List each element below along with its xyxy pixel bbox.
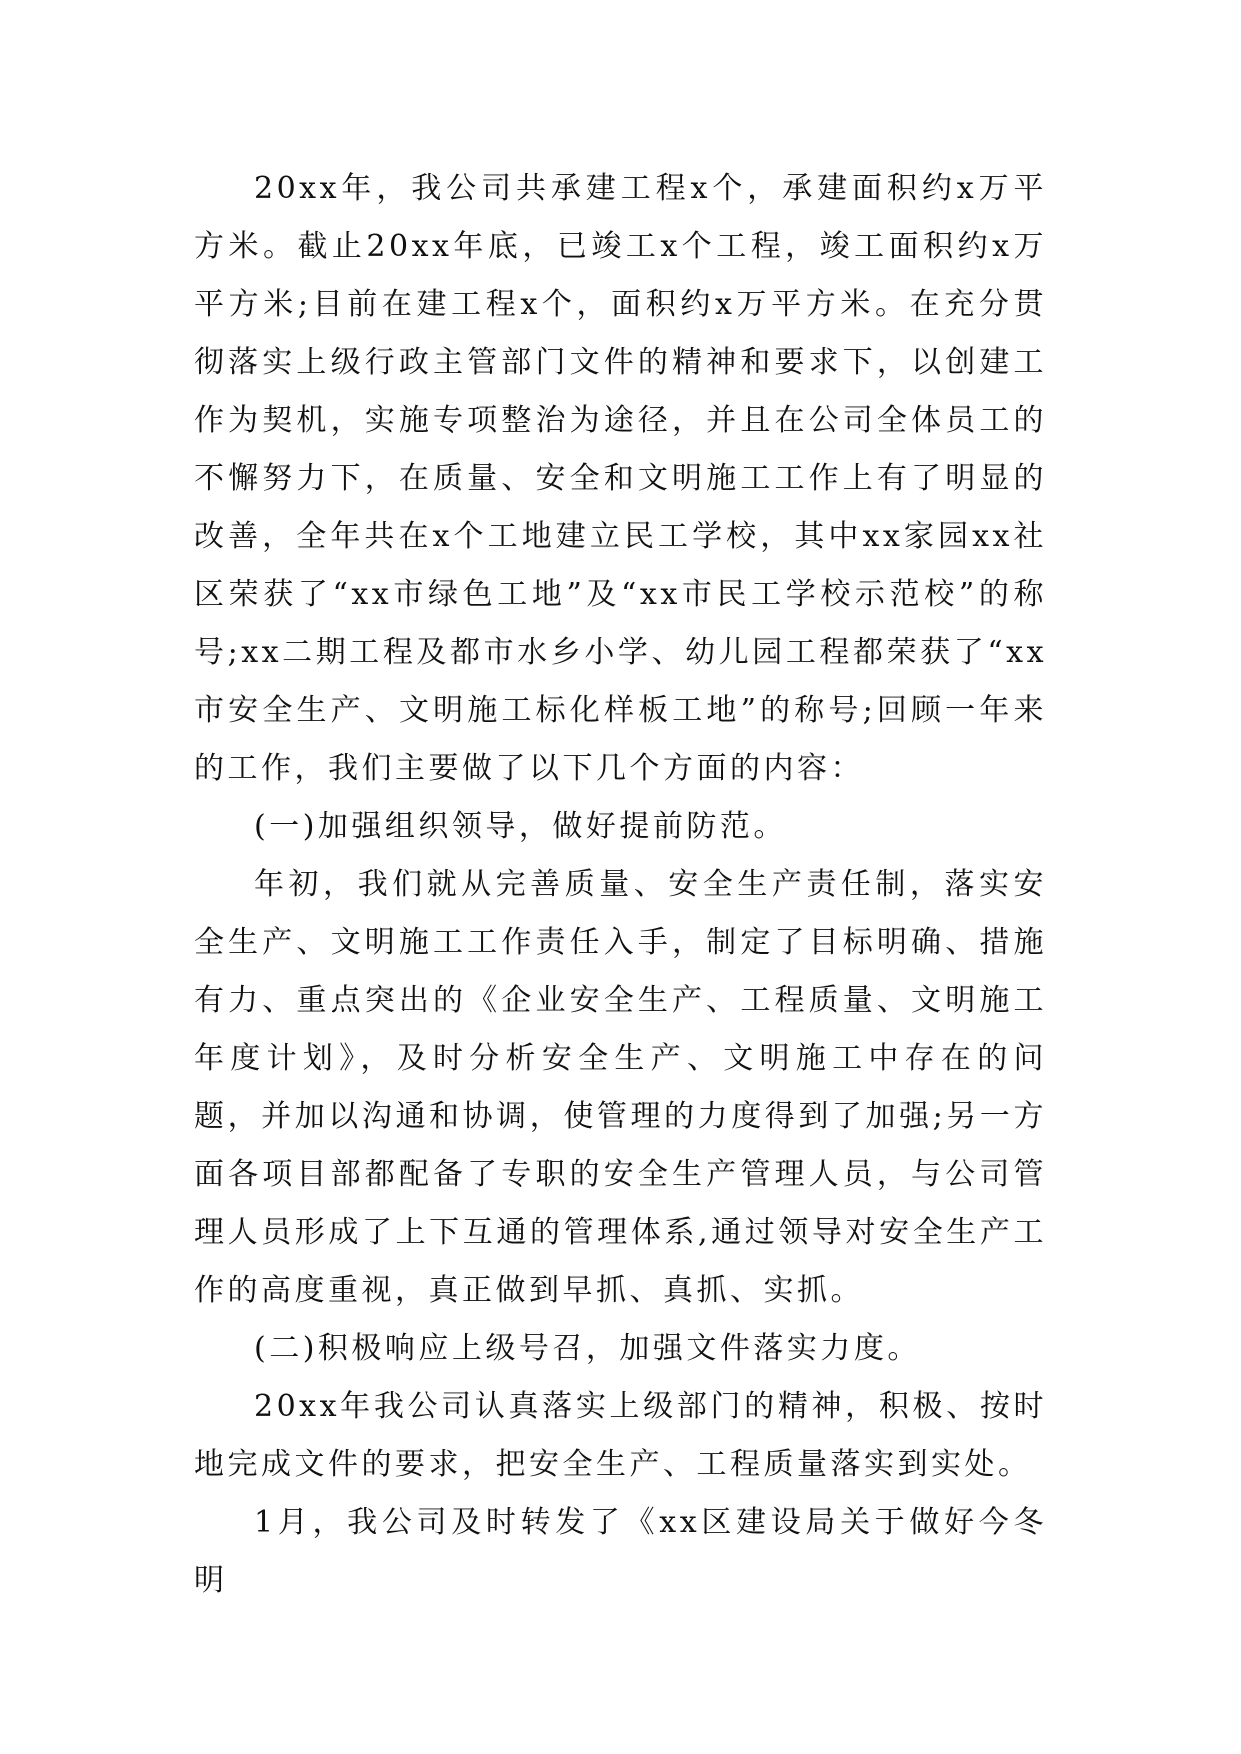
document-body bbox=[194, 160, 1047, 1610]
paragraph-january: 1月，我公司及时转发了《xx区建设局关于做好今冬明 bbox=[194, 1505, 1047, 1598]
paragraph-organization: 年初，我们就从完善质量、安全生产责任制，落实安全生产、文明施工工作责任入手，制定了目标明确、措施有力、重点突出的《企业安全生产、工程质量、文明施工年度计划》，及时分析安全生产、文明施工中存在的问题，并加以沟通和协调，使管理的力度得到了加强;另一方面各项目部都配备了专职的安全生产管理人员，与公司管理人员形成了上下互通的管理体系,通过领导对安全生产工作的高度重视，真正做到早抓、真抓、实抓。 bbox=[194, 867, 1047, 1308]
paragraph-project-summary: 20xx年，我公司共承建工程x个，承建面积约x万平方米。截止20xx年底，已竣工x个工程，竣工面积约x万平方米;目前在建工程x个，面积约x万平方米。在充分贯彻落实上级行政主管部门文件的精神和要求下，以创建工作为契机，实施专项整治为途径，并且在公司全体员工的不懈努力下，在质量、安全和文明施工工作上有了明显的改善，全年共在x个工地建立民工学校，其中xx家园xx社区荣获了“xx市绿色工地”及“xx市民工学校示范校”的称号;xx二期工程及都市水乡小学、幼儿园工程都荣获了“xx市安全生产、文明施工标化样板工地”的称号;回顾一年来的工作，我们主要做了以下几个方面的内容： bbox=[194, 171, 1047, 786]
paragraph-implementation: 20xx年我公司认真落实上级部门的精神，积极、按时地完成文件的要求，把安全生产、工程质量落实到实处。 bbox=[194, 1389, 1047, 1482]
section-heading-2: (二)积极响应上级号召，加强文件落实力度。 bbox=[254, 1331, 921, 1366]
section-heading-1: (一)加强组织领导，做好提前防范。 bbox=[254, 809, 787, 844]
